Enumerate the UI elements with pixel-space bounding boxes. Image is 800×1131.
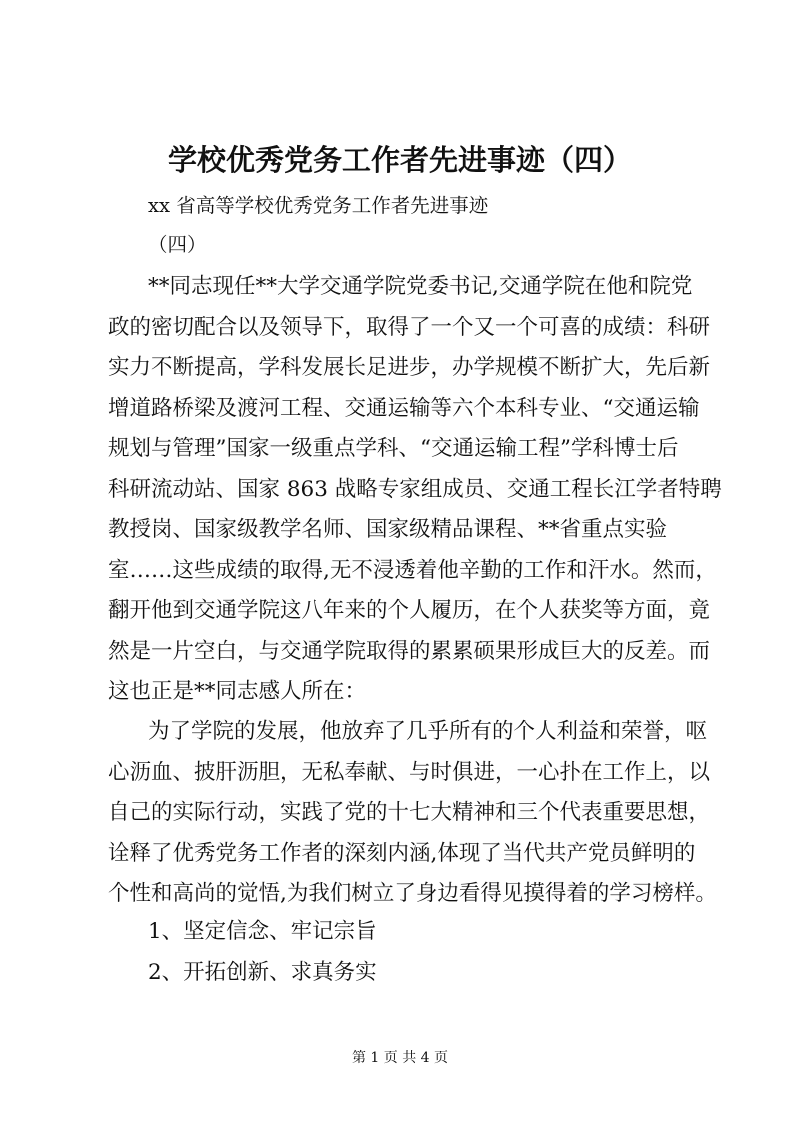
paragraph-line: 室……这些成绩的取得,无不浸透着他辛勤的工作和汗水。然而，	[108, 557, 717, 583]
paragraph-line: 个性和高尚的觉悟,为我们树立了身边看得见摸得着的学习榜样。	[108, 881, 717, 906]
paragraph-2	[105, 712, 717, 915]
paragraph-line: 增道路桥梁及渡河工程、交通运输等六个本科专业、“交通运输	[108, 395, 700, 421]
page-footer: 第 1 页 共 4 页	[351, 1050, 449, 1066]
paragraph-line: 这也正是**同志感人所在：	[108, 679, 367, 704]
paragraph-line: 实力不断提高，学科发展长足进步，办学规模不断扩大，先后新	[108, 355, 711, 380]
document-title: 学校优秀党务工作者先进事迹（四）	[167, 143, 632, 177]
paragraph-line: **同志现任**大学交通学院党委书记,交通学院在他和院党	[148, 274, 693, 299]
paragraph-line: 诠释了优秀党务工作者的深刻内涵,体现了当代共产党员鲜明的	[108, 840, 696, 866]
list-item: 2、开拓创新、求真务实	[148, 960, 377, 985]
paragraph-line: 心沥血、披肝沥胆，无私奉献、与时俱进，一心扑在工作上，以	[108, 759, 711, 785]
paragraph-line: 自己的实际行动，实践了党的十七大精神和三个代表重要思想，	[108, 800, 711, 825]
document-subtitle-part: （四）	[148, 233, 207, 256]
paragraph-line: 教授岗、国家级教学名师、国家级精品课程、**省重点实验	[108, 517, 668, 542]
list-item: 1、坚定信念、牢记宗旨	[148, 919, 377, 944]
document-subtitle: xx 省高等学校优秀党务工作者先进事迹	[148, 194, 489, 217]
paragraph-line: 规划与管理”国家一级重点学科、“交通运输工程”学科博士后	[108, 436, 679, 461]
paragraph-line: 为了学院的发展，他放弃了几乎所有的个人利益和荣誉，呕	[105, 719, 708, 744]
paragraph-line: 翻开他到交通学院这八年来的个人履历，在个人获奖等方面，竟	[108, 598, 711, 623]
paragraph-1	[108, 267, 722, 713]
paragraph-line: 政的密切配合以及领导下，取得了一个又一个可喜的成绩：科研	[108, 314, 711, 340]
paragraph-line: 科研流动站、国家 863 战略专家组成员、交通工程长江学者特聘	[108, 476, 722, 502]
paragraph-line: 然是一片空白，与交通学院取得的累累硕果形成巨大的反差。而	[108, 638, 711, 664]
